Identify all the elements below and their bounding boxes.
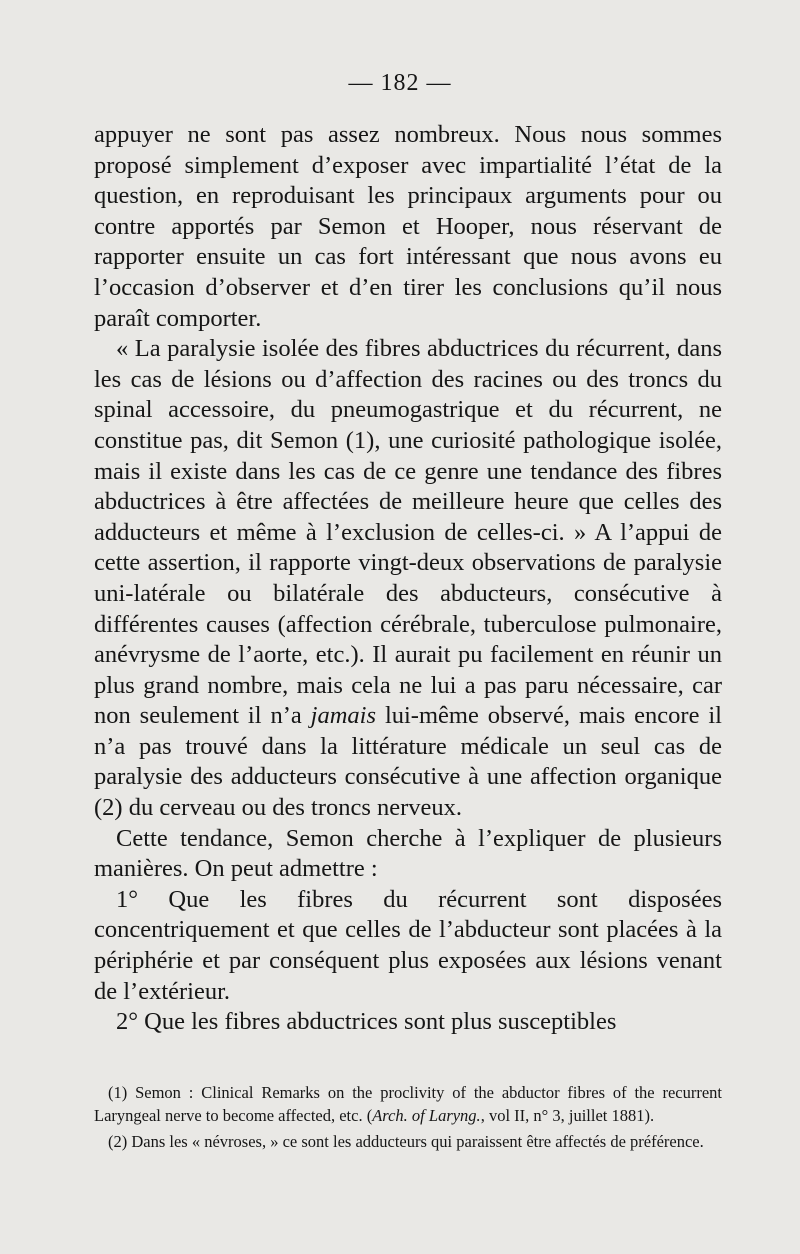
text-run: « La paralysie isolée des fibres abductrices du récurrent, dans les cas de lésions ou d’affection des racines ou des troncs du spinal accessoire, du pneumogastrique et du récurrent, ne constitue pas, dit Semon (1), une curiosité pathologique isolée, mais il existe dans les cas de ce genre une tendance des fibres abductrices à être affectées de meilleure heure que celles des adducteurs et même à l’exclusion de celles-ci. » A l’appui de cette assertion, il rapporte vingt-deux observations de paralysie uni-latérale ou bilatérale des abducteurs, consécutive à différentes causes (affection cérébrale, tuberculose pulmonaire, anévrysme de l’aorte, etc.). Il aurait pu facilement en réunir un plus grand nombre, mais cela ne lui a pas paru nécessaire, car non seulement il n’a (94, 335, 722, 730)
text-run: , vol II, n° 3, juillet 1881). (480, 1105, 655, 1125)
footnote (94, 1082, 722, 1127)
page-number: — 182 — (348, 70, 452, 96)
body-text (94, 120, 722, 1038)
paragraph: Cette tendance, Semon cherche à l’expliquer de plusieurs manières. On peut admettre : (94, 824, 722, 883)
italic-text: Arch. of Laryng. (372, 1105, 481, 1125)
paragraph (94, 334, 722, 824)
footnotes (94, 1082, 722, 1158)
text-run: (1) Semon : Clinical Remarks on the proclivity of the abductor fibres of the recurrent Laryngeal nerve to become affected, etc. ( (94, 1083, 722, 1125)
text-run: lui-même observé, mais encore il n’a pas trouvé dans la littérature médicale un seul cas de paralysie des adducteurs consécutive à une affection organique (2) du cerveau ou des troncs nerveux. (94, 702, 722, 822)
italic-text: jamais (310, 702, 377, 730)
paragraph: 1° Que les fibres du récurrent sont disposées concentriquement et que celles de l’abducteur sont placées à la périphérie et par conséquent plus exposées aux lésions venant de l’extérieur. (94, 885, 722, 1005)
paragraph: 2° Que les fibres abductrices sont plus susceptibles (116, 1008, 617, 1036)
paragraph: appuyer ne sont pas assez nombreux. Nous nous sommes proposé simplement d’exposer avec impartialité l’état de la question, en reproduisant les principaux arguments pour ou contre apportés par Semon et Hooper, nous réservant de rapporter ensuite un cas fort intéressant que nous avons eu l’occasion d’observer et d’en tirer les conclusions qu’il nous paraît comporter. (94, 121, 722, 332)
footnote: (2) Dans les « névroses, » ce sont les adducteurs qui paraissent être affectés de préférence. (108, 1132, 704, 1151)
